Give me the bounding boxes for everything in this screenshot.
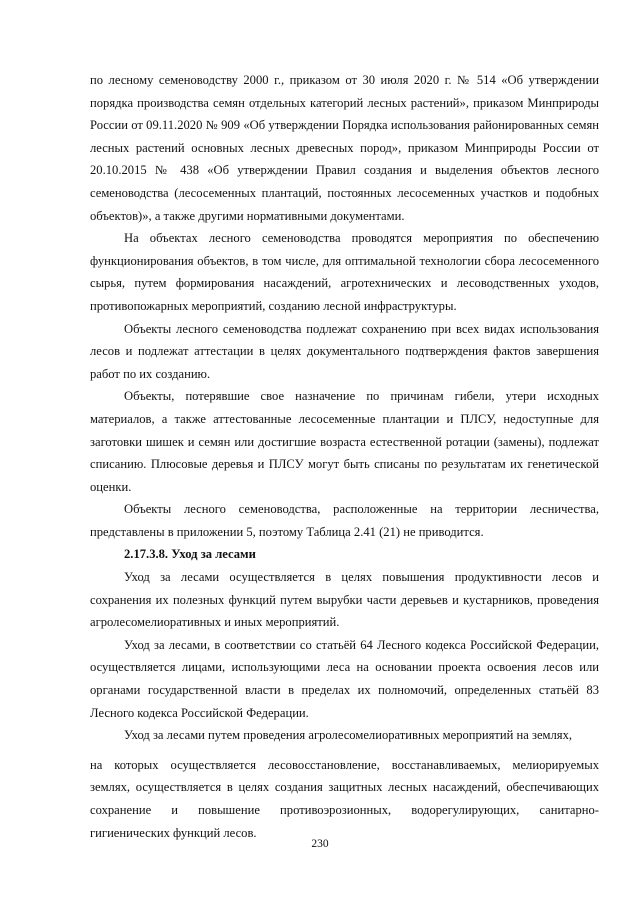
text-line: гигиенических функций лесов. <box>90 825 257 840</box>
paragraph: Объекты лесного семеноводства, расположенные на территории лесничества, представлены в приложении 5, поэтому Таблица 2.41 (21) не приводится. <box>90 502 599 539</box>
paragraph: Уход за лесами, в соответствии со статьёй 64 Лесного кодекса Российской Федерации, осуществляется лицами, использующими леса на основании проекта освоения лесов или органами государственной власти в пределах их полномочий, определенных статьёй 83 Лесного кодекса Российской Федерации. <box>90 637 599 720</box>
body-text <box>90 69 599 844</box>
section-heading: 2.17.3.8. Уход за лесами <box>124 547 256 562</box>
paragraph: Объекты лесного семеноводства подлежат сохранению при всех видах использования лесов и подлежат аттестации в целях документального подтверждения фактов завершения работ по их созданию. <box>90 321 599 381</box>
text-line: на которых осуществляется лесовосстановление, восстанавливаемых, мелиорируемых <box>90 757 599 772</box>
page-number: 230 <box>311 838 329 850</box>
paragraph: по лесному семеноводству 2000 г., приказом от 30 июля 2020 г. № 514 «Об утверждении порядка производства семян отдельных категорий лесных растений», приказом Минприроды России от 09.11.2020 № 909 «Об утверждении Порядка использования районированных семян лесных растений основных лесных древесных пород», приказом Минприроды России от 20.10.2015 № 438 «Об утверждении Правил создания и выделения объектов лесного семеноводства (лесосеменных плантаций, постоянных лесосеменных участков и подобных объектов)», а также другими нормативными документами. <box>90 73 599 223</box>
paragraph: Объекты, потерявшие свое назначение по причинам гибели, утери исходных материалов, а также аттестованные лесосеменные плантации и ПЛСУ, недоступные для заготовки шишек и семян или достигшие возраста естественной ротации (замены), подлежат списанию. Плюсовые деревья и ПЛСУ могут быть списаны по результатам их генетической оценки. <box>90 389 599 494</box>
paragraph: Уход за лесами осуществляется в целях повышения продуктивности лесов и сохранения их полезных функций путем вырубки части деревьев и кустарников, проведения агролесомелиоративных и иных мероприятий. <box>90 570 599 630</box>
paragraph-continuation <box>90 754 599 844</box>
paragraph: На объектах лесного семеноводства проводятся мероприятия по обеспечению функционирования объектов, в том числе, для оптимальной технологии сбора лесосеменного сырья, путем формирования насаждений, агротехнических и лесоводственных уходов, противопожарных мероприятий, созданию лесной инфраструктуры. <box>90 231 599 313</box>
text-line: сохранение и повышение противоэрозионных, водорегулирующих, санитарно- <box>90 803 599 817</box>
text-line: землях, осуществляется в целях создания защитных лесных насаждений, обеспечивающих <box>90 780 599 795</box>
paragraph: Уход за лесами путем проведения агролесомелиоративных мероприятий на землях, <box>124 728 573 743</box>
